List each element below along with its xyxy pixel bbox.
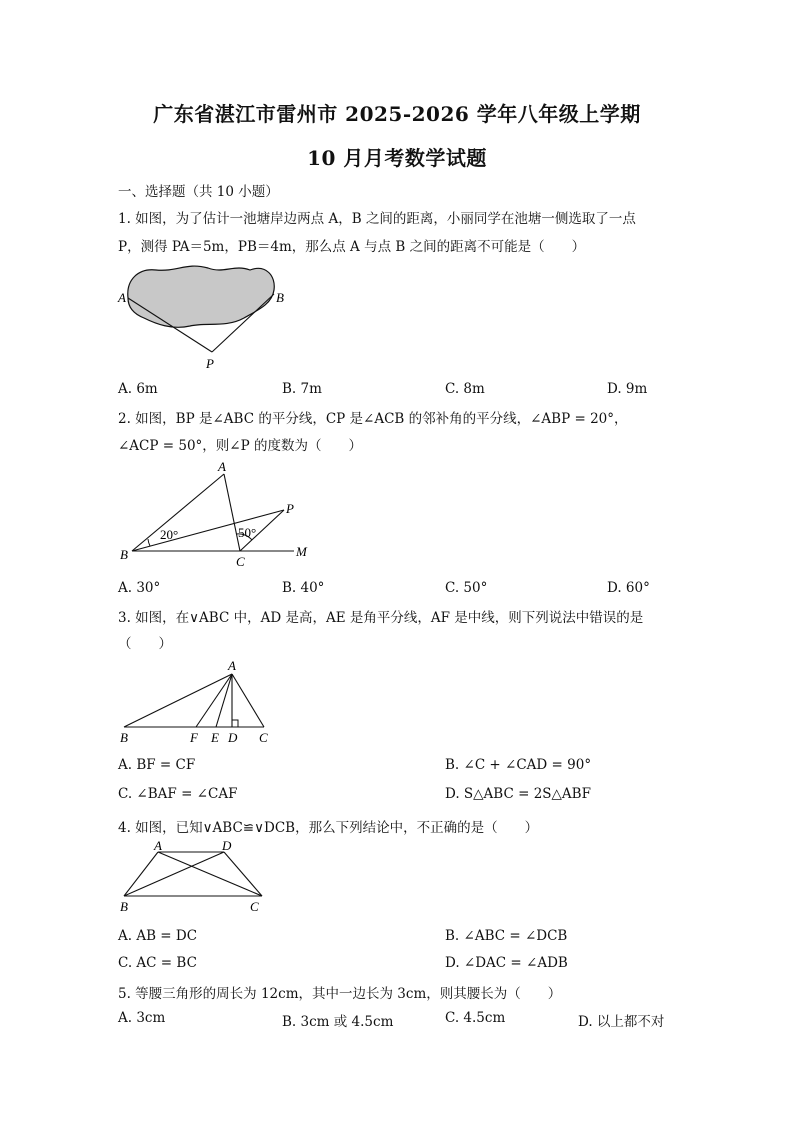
segment-ac	[232, 674, 264, 727]
q5-option-d: D. 以上都不对	[578, 1014, 665, 1030]
question-1-line-2: P，测得 PA＝5m，PB＝4m，那么点 A 与点 B 之间的距离不可能是（ ）	[118, 239, 586, 255]
q3-option-c: C. ∠BAF = ∠CAF	[118, 786, 238, 802]
q5-option-a: A. 3cm	[118, 1010, 166, 1026]
median-af	[196, 674, 232, 727]
q1-option-d: D. 9m	[607, 381, 648, 397]
label-p: P	[286, 501, 294, 516]
pond-figure	[116, 262, 306, 374]
q3-option-b: B. ∠C + ∠CAD = 90°	[445, 757, 592, 773]
right-angle-mark	[232, 720, 238, 727]
label-e: E	[211, 730, 219, 745]
q5-option-c: C. 4.5cm	[445, 1010, 506, 1026]
label-m: M	[296, 544, 307, 559]
congruent-triangles-figure	[116, 838, 276, 918]
label-c: C	[236, 554, 245, 569]
q2-option-b: B. 40°	[282, 580, 325, 596]
q4-option-c: C. AC = BC	[118, 955, 197, 971]
angle-bisector-figure	[116, 458, 326, 573]
label-b: B	[276, 290, 284, 305]
question-5-line-1: 5. 等腰三角形的周长为 12cm，其中一边长为 3cm，则其腰长为（ ）	[118, 986, 562, 1002]
pond-shape	[128, 266, 274, 327]
angle-label-20: 20°	[160, 527, 179, 542]
q1-option-c: C. 8m	[445, 381, 485, 397]
section-heading: 一、选择题（共 10 小题）	[118, 184, 279, 200]
q5-option-b: B. 3cm 或 4.5cm	[282, 1014, 394, 1030]
question-2-line-1: 2. 如图，BP 是∠ABC 的平分线，CP 是∠ACB 的邻补角的平分线，∠ABP = 20°，	[118, 411, 628, 427]
label-b: B	[120, 730, 128, 745]
question-4-line-1: 4. 如图，已知∨ABC≌∨DCB，那么下列结论中，不正确的是（ ）	[118, 820, 539, 836]
q1-option-b: B. 7m	[282, 381, 322, 397]
triangle-lines-figure	[116, 656, 286, 748]
page-subtitle: 10 月月考数学试题	[307, 146, 487, 170]
segment-ab	[124, 852, 158, 896]
q2-option-a: A. 30°	[118, 580, 161, 596]
question-3-line-2: （ ）	[118, 636, 172, 652]
q1-option-a: A. 6m	[118, 381, 158, 397]
angle-arc-b	[148, 539, 150, 546]
q2-option-d: D. 60°	[607, 580, 650, 596]
label-p: P	[206, 356, 214, 371]
question-1-line-1: 1. 如图，为了估计一池塘岸边两点 A，B 之间的距离，小丽同学在池塘一侧选取了一点	[118, 211, 636, 227]
angle-label-50: 50°	[238, 525, 257, 540]
label-a: A	[218, 459, 226, 474]
segment-dc	[224, 852, 262, 896]
label-c: C	[259, 730, 268, 745]
label-d: D	[228, 730, 238, 745]
q4-option-d: D. ∠DAC = ∠ADB	[445, 955, 568, 971]
label-b: B	[120, 547, 128, 562]
q3-option-d: D. S△ABC = 2S△ABF	[445, 786, 591, 802]
q2-option-c: C. 50°	[445, 580, 488, 596]
segment-ab	[124, 674, 232, 727]
label-a: A	[228, 658, 236, 673]
label-a: A	[154, 838, 162, 853]
label-a: A	[118, 290, 126, 305]
label-f: F	[190, 730, 198, 745]
question-2-line-2: ∠ACP = 50°，则∠P 的度数为（ ）	[118, 438, 362, 454]
label-d: D	[222, 838, 232, 853]
q3-option-a: A. BF = CF	[118, 757, 196, 773]
label-c: C	[250, 899, 259, 914]
question-3-line-1: 3. 如图，在∨ABC 中，AD 是高，AE 是角平分线，AF 是中线，则下列说法中错误的是	[118, 610, 644, 626]
bisector-ae	[216, 674, 232, 727]
q4-option-a: A. AB = DC	[118, 928, 198, 944]
label-b: B	[120, 899, 128, 914]
page-title: 广东省湛江市雷州市 2025-2026 学年八年级上学期	[153, 102, 641, 126]
q4-option-b: B. ∠ABC = ∠DCB	[445, 928, 568, 944]
